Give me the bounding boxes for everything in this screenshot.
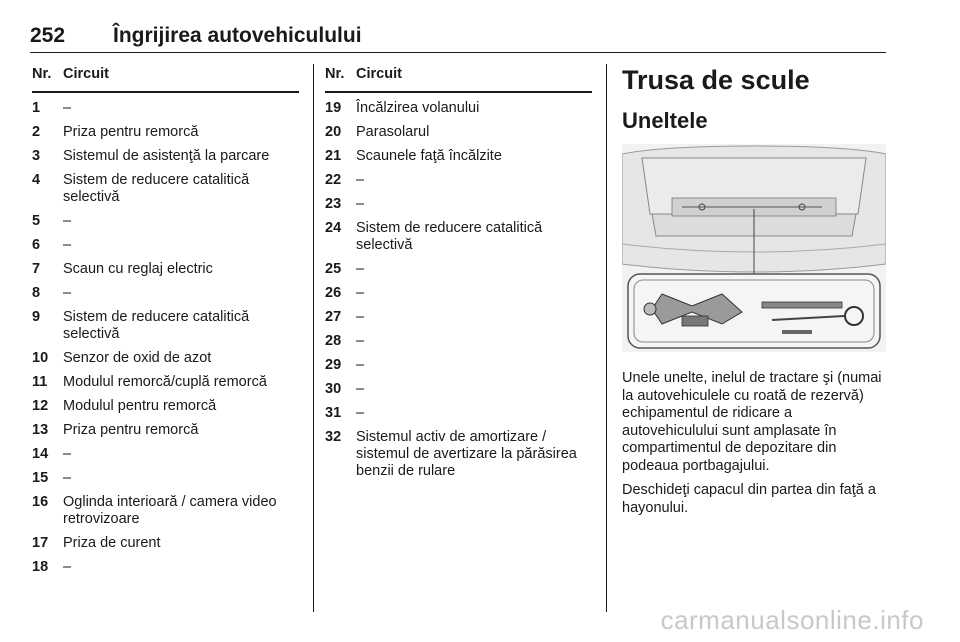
table-row xyxy=(325,172,592,189)
row-circuit: – xyxy=(356,381,365,397)
row-circuit: – xyxy=(356,405,365,421)
row-number: 12 xyxy=(32,398,49,414)
table-row xyxy=(325,429,592,480)
row-circuit: – xyxy=(356,357,365,373)
row-number: 23 xyxy=(325,196,342,212)
fuse-table-right xyxy=(325,66,592,480)
table-row xyxy=(32,148,299,165)
row-circuit: – xyxy=(63,213,72,229)
row-circuit: – xyxy=(63,470,72,486)
table-row xyxy=(325,381,592,398)
row-number: 14 xyxy=(32,446,49,462)
row-circuit: Scaun cu reglaj electric xyxy=(63,261,213,277)
table-row xyxy=(325,309,592,326)
table-row xyxy=(325,261,592,278)
table-row xyxy=(32,237,299,254)
table-row xyxy=(325,148,592,165)
column-divider xyxy=(313,64,314,612)
fuse-table-left xyxy=(32,66,299,576)
row-circuit: Priza pentru remorcă xyxy=(63,422,199,438)
page-header xyxy=(30,22,886,53)
table-row xyxy=(32,559,299,576)
row-number: 5 xyxy=(32,213,41,229)
table-header xyxy=(32,66,299,93)
row-circuit: Sistem de reducere catalitică selectivă xyxy=(356,220,543,253)
row-circuit: Sistem de reducere catalitică selectivă xyxy=(63,309,250,342)
table-row xyxy=(32,285,299,302)
table-row xyxy=(32,422,299,439)
table-row xyxy=(325,100,592,117)
paragraph: Deschideţi capacul din partea din faţă a hayonului. xyxy=(622,482,876,516)
row-circuit: Modulul pentru remorcă xyxy=(63,398,217,414)
table-row xyxy=(32,446,299,463)
table-row xyxy=(32,309,299,343)
row-number: 20 xyxy=(325,124,342,140)
table-row xyxy=(32,398,299,415)
row-number: 29 xyxy=(325,357,342,373)
row-circuit: – xyxy=(63,237,72,253)
table-row xyxy=(32,213,299,230)
row-number: 25 xyxy=(325,261,342,277)
row-circuit: Parasolarul xyxy=(356,124,430,140)
row-circuit: Senzor de oxid de azot xyxy=(63,350,212,366)
row-number: 4 xyxy=(32,172,41,188)
row-number: 22 xyxy=(325,172,342,188)
row-number: 15 xyxy=(32,470,49,486)
section-title: Trusa de scule xyxy=(622,65,810,95)
row-number: 19 xyxy=(325,100,342,116)
table-row xyxy=(325,124,592,141)
row-circuit: Sistemul de asistenţă la parcare xyxy=(63,148,270,164)
row-circuit: – xyxy=(63,559,72,575)
row-number: 9 xyxy=(32,309,41,325)
column-divider xyxy=(606,64,607,612)
column-header-circuit: Circuit xyxy=(63,66,109,82)
row-circuit: – xyxy=(356,309,365,325)
row-number: 7 xyxy=(32,261,41,277)
column-header-circuit: Circuit xyxy=(356,66,402,82)
table-row xyxy=(32,261,299,278)
table-row xyxy=(325,196,592,213)
trunk-toolkit-illustration xyxy=(622,144,886,352)
row-circuit: – xyxy=(63,285,72,301)
table-row xyxy=(32,470,299,487)
column-header-nr: Nr. xyxy=(325,66,345,82)
watermark: carmanualsonline.info xyxy=(660,605,924,635)
row-circuit: Sistemul activ de amortizare / sistemul de avertizare la părăsirea benzii de rulare xyxy=(356,429,577,479)
table-row xyxy=(32,494,299,528)
row-number: 3 xyxy=(32,148,41,164)
row-number: 28 xyxy=(325,333,342,349)
table-row xyxy=(32,350,299,367)
row-number: 30 xyxy=(325,381,342,397)
row-number: 10 xyxy=(32,350,49,366)
row-number: 21 xyxy=(325,148,342,164)
table-row xyxy=(32,100,299,117)
row-circuit: – xyxy=(356,196,365,212)
row-circuit: – xyxy=(63,100,72,116)
table-row xyxy=(32,535,299,552)
table-row xyxy=(325,405,592,422)
page-title: Îngrijirea autovehiculului xyxy=(113,24,362,47)
row-circuit: – xyxy=(356,285,365,301)
row-circuit: – xyxy=(63,446,72,462)
page-number: 252 xyxy=(30,24,66,47)
table-row xyxy=(32,124,299,141)
row-circuit: Modulul remorcă/cuplă remorcă xyxy=(63,374,267,390)
table-row xyxy=(325,220,592,254)
row-number: 13 xyxy=(32,422,49,438)
row-number: 2 xyxy=(32,124,41,140)
row-number: 18 xyxy=(32,559,49,575)
table-row xyxy=(325,357,592,374)
table-header xyxy=(325,66,592,93)
row-number: 8 xyxy=(32,285,41,301)
row-number: 31 xyxy=(325,405,342,421)
row-circuit: Încălzirea volanului xyxy=(356,100,480,116)
table-row xyxy=(325,333,592,350)
row-circuit: Priza de curent xyxy=(63,535,161,551)
column-header-nr: Nr. xyxy=(32,66,52,82)
row-number: 26 xyxy=(325,285,342,301)
row-circuit: – xyxy=(356,333,365,349)
toolkit-section xyxy=(622,64,888,517)
row-circuit: Sistem de reducere catalitică selectivă xyxy=(63,172,250,205)
row-number: 17 xyxy=(32,535,49,551)
row-number: 32 xyxy=(325,429,342,445)
row-number: 11 xyxy=(32,374,48,390)
row-circuit: – xyxy=(356,172,365,188)
row-number: 24 xyxy=(325,220,342,236)
row-circuit: – xyxy=(356,261,365,277)
section-subtitle: Uneltele xyxy=(622,108,708,133)
paragraph: Unele unelte, inelul de tractare şi (numai la autovehiculele cu roată de rezervă) echipamentul de ridicare a autovehiculului sunt amplasate în compartimentul de depozitare din podeaua portbagajului. xyxy=(622,370,882,474)
row-number: 27 xyxy=(325,309,342,325)
row-number: 6 xyxy=(32,237,41,253)
row-circuit: Scaunele faţă încălzite xyxy=(356,148,502,164)
row-number: 1 xyxy=(32,100,41,116)
table-row xyxy=(32,374,299,391)
row-circuit: Priza pentru remorcă xyxy=(63,124,199,140)
row-circuit: Oglinda interioară / camera video retrovizoare xyxy=(63,494,277,527)
row-number: 16 xyxy=(32,494,49,510)
table-row xyxy=(32,172,299,206)
table-row xyxy=(325,285,592,302)
